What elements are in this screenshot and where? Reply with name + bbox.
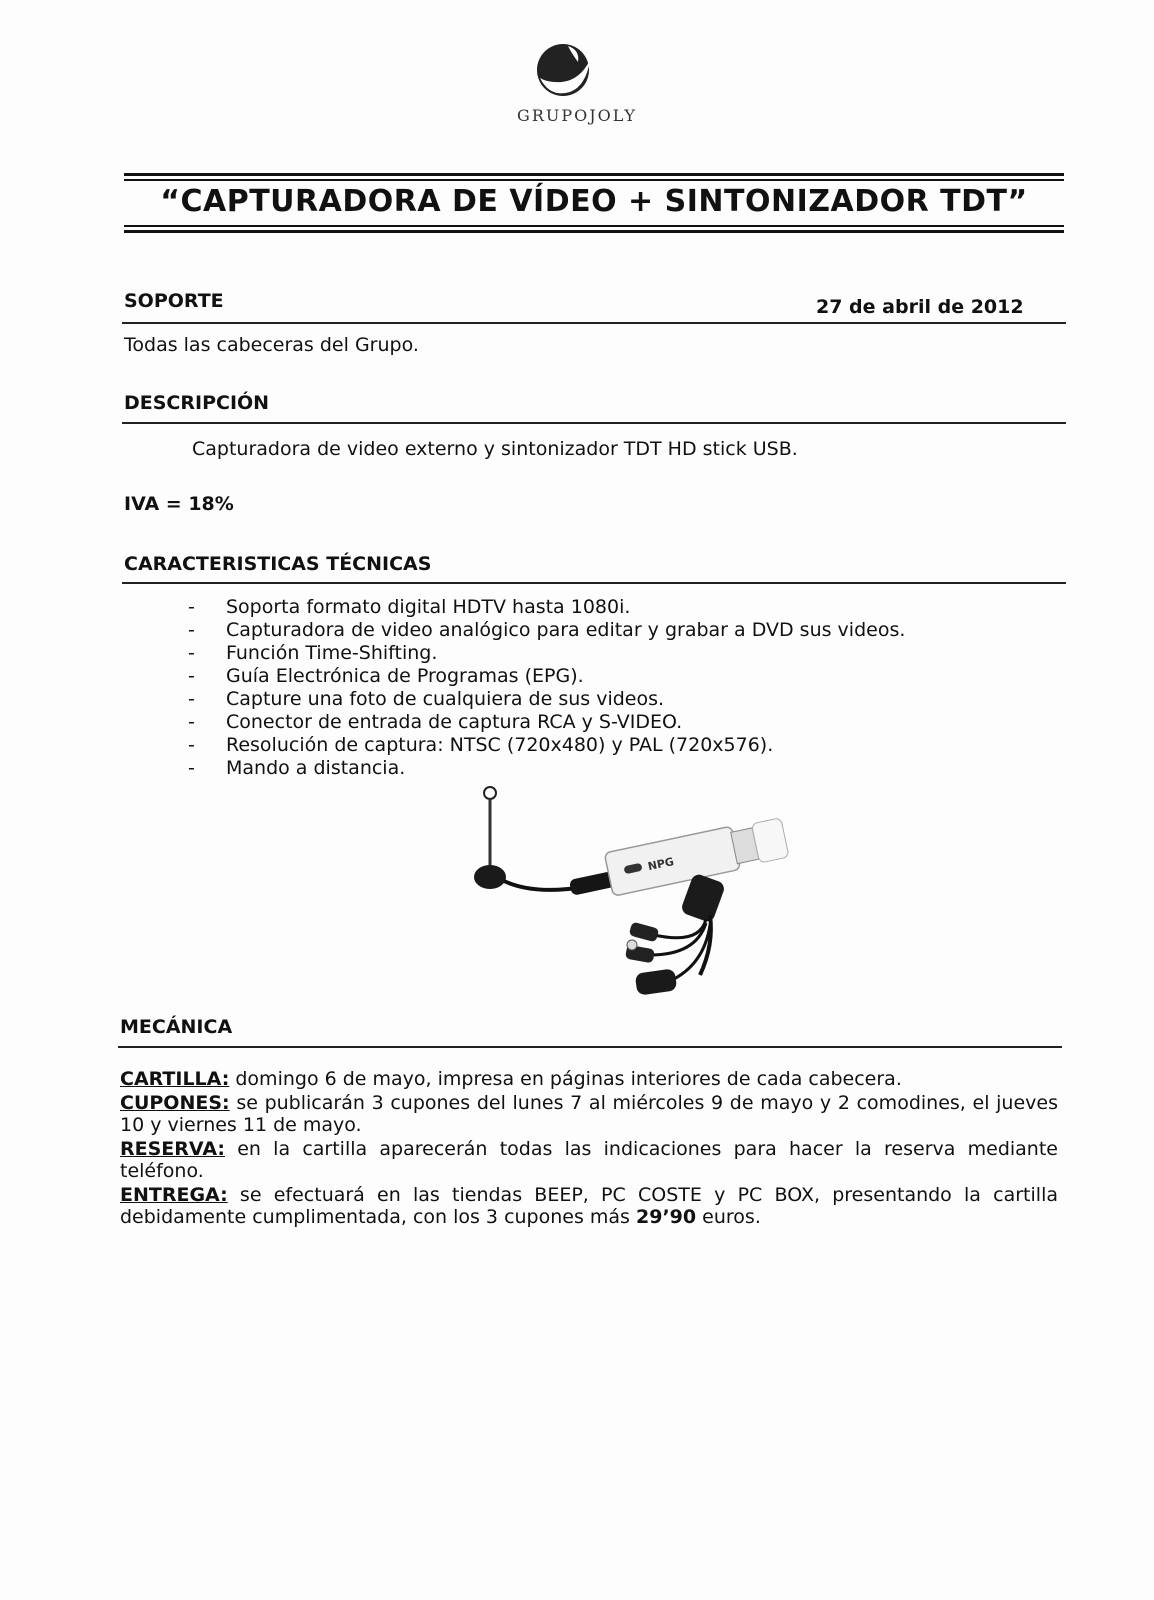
descripcion-heading: DESCRIPCIÓN (124, 392, 270, 414)
cartilla-text: domingo 6 de mayo, impresa en páginas interiores de cada cabecera. (235, 1068, 902, 1090)
soporte-rule (122, 322, 1066, 324)
page-title: “CAPTURADORA DE VÍDEO + SINTONIZADOR TDT” (160, 184, 1028, 219)
title-bottom-rule-2 (124, 230, 1064, 233)
usb-tv-tuner-image (474, 785, 790, 1010)
entrega-paragraph (120, 1184, 1058, 1228)
soporte-heading: SOPORTE (124, 290, 224, 312)
features-list (188, 596, 905, 780)
caracteristicas-rule (122, 582, 1066, 584)
cartilla-label: CARTILLA: (120, 1068, 230, 1090)
list-item: - Guía Electrónica de Programas (EPG). (188, 665, 584, 687)
soporte-text: Todas las cabeceras del Grupo. (124, 334, 419, 356)
descripcion-rule (122, 422, 1066, 424)
mecanica-heading: MECÁNICA (120, 1016, 233, 1038)
cupones-label: CUPONES: (120, 1092, 230, 1114)
entrega-text: se efectuará en las tiendas BEEP, PC COSTE y PC BOX, presentando la cartilla debidamente cumplimentada, con los 3 cupones más (120, 1184, 1058, 1228)
list-item: - Capture una foto de cualquiera de sus videos. (188, 688, 665, 710)
descripcion-text: Capturadora de video externo y sintonizador TDT HD stick USB. (192, 438, 798, 460)
list-item: - Función Time-Shifting. (188, 642, 438, 664)
entrega-label: ENTREGA: (120, 1184, 228, 1206)
document-date: 27 de abril de 2012 (816, 296, 1024, 318)
cartilla-paragraph (120, 1068, 1058, 1090)
list-item: - Resolución de captura: NTSC (720x480) y PAL (720x576). (188, 734, 774, 756)
title-top-rule-2 (124, 179, 1064, 181)
list-item: - Capturadora de video analógico para editar y grabar a DVD sus videos. (188, 619, 906, 641)
entrega-price: 29’90 (636, 1206, 697, 1228)
mecanica-rule (118, 1046, 1062, 1048)
brand-name: GRUPOJOLY (517, 106, 637, 125)
cupones-paragraph (120, 1092, 1058, 1136)
list-item: - Mando a distancia. (188, 757, 406, 779)
title-top-rule (124, 173, 1064, 176)
entrega-suffix: euros. (702, 1206, 761, 1228)
iva-value: IVA = 18% (124, 493, 234, 515)
cupones-text: se publicarán 3 cupones del lunes 7 al miércoles 9 de mayo y 2 comodines, el jueves 10 y viernes 11 de mayo. (120, 1092, 1058, 1136)
reserva-paragraph (120, 1138, 1058, 1182)
list-item: - Conector de entrada de captura RCA y S-VIDEO. (188, 711, 683, 733)
list-item: - Soporta formato digital HDTV hasta 1080i. (188, 596, 631, 618)
reserva-label: RESERVA: (120, 1138, 225, 1160)
brand-label: NPG (646, 855, 676, 874)
grupojoly-logo-icon (528, 40, 598, 100)
title-bottom-rule (124, 225, 1064, 227)
caracteristicas-heading: CARACTERISTICAS TÉCNICAS (124, 553, 432, 575)
reserva-text: en la cartilla aparecerán todas las indicaciones para hacer la reserva mediante teléfono. (120, 1138, 1058, 1182)
